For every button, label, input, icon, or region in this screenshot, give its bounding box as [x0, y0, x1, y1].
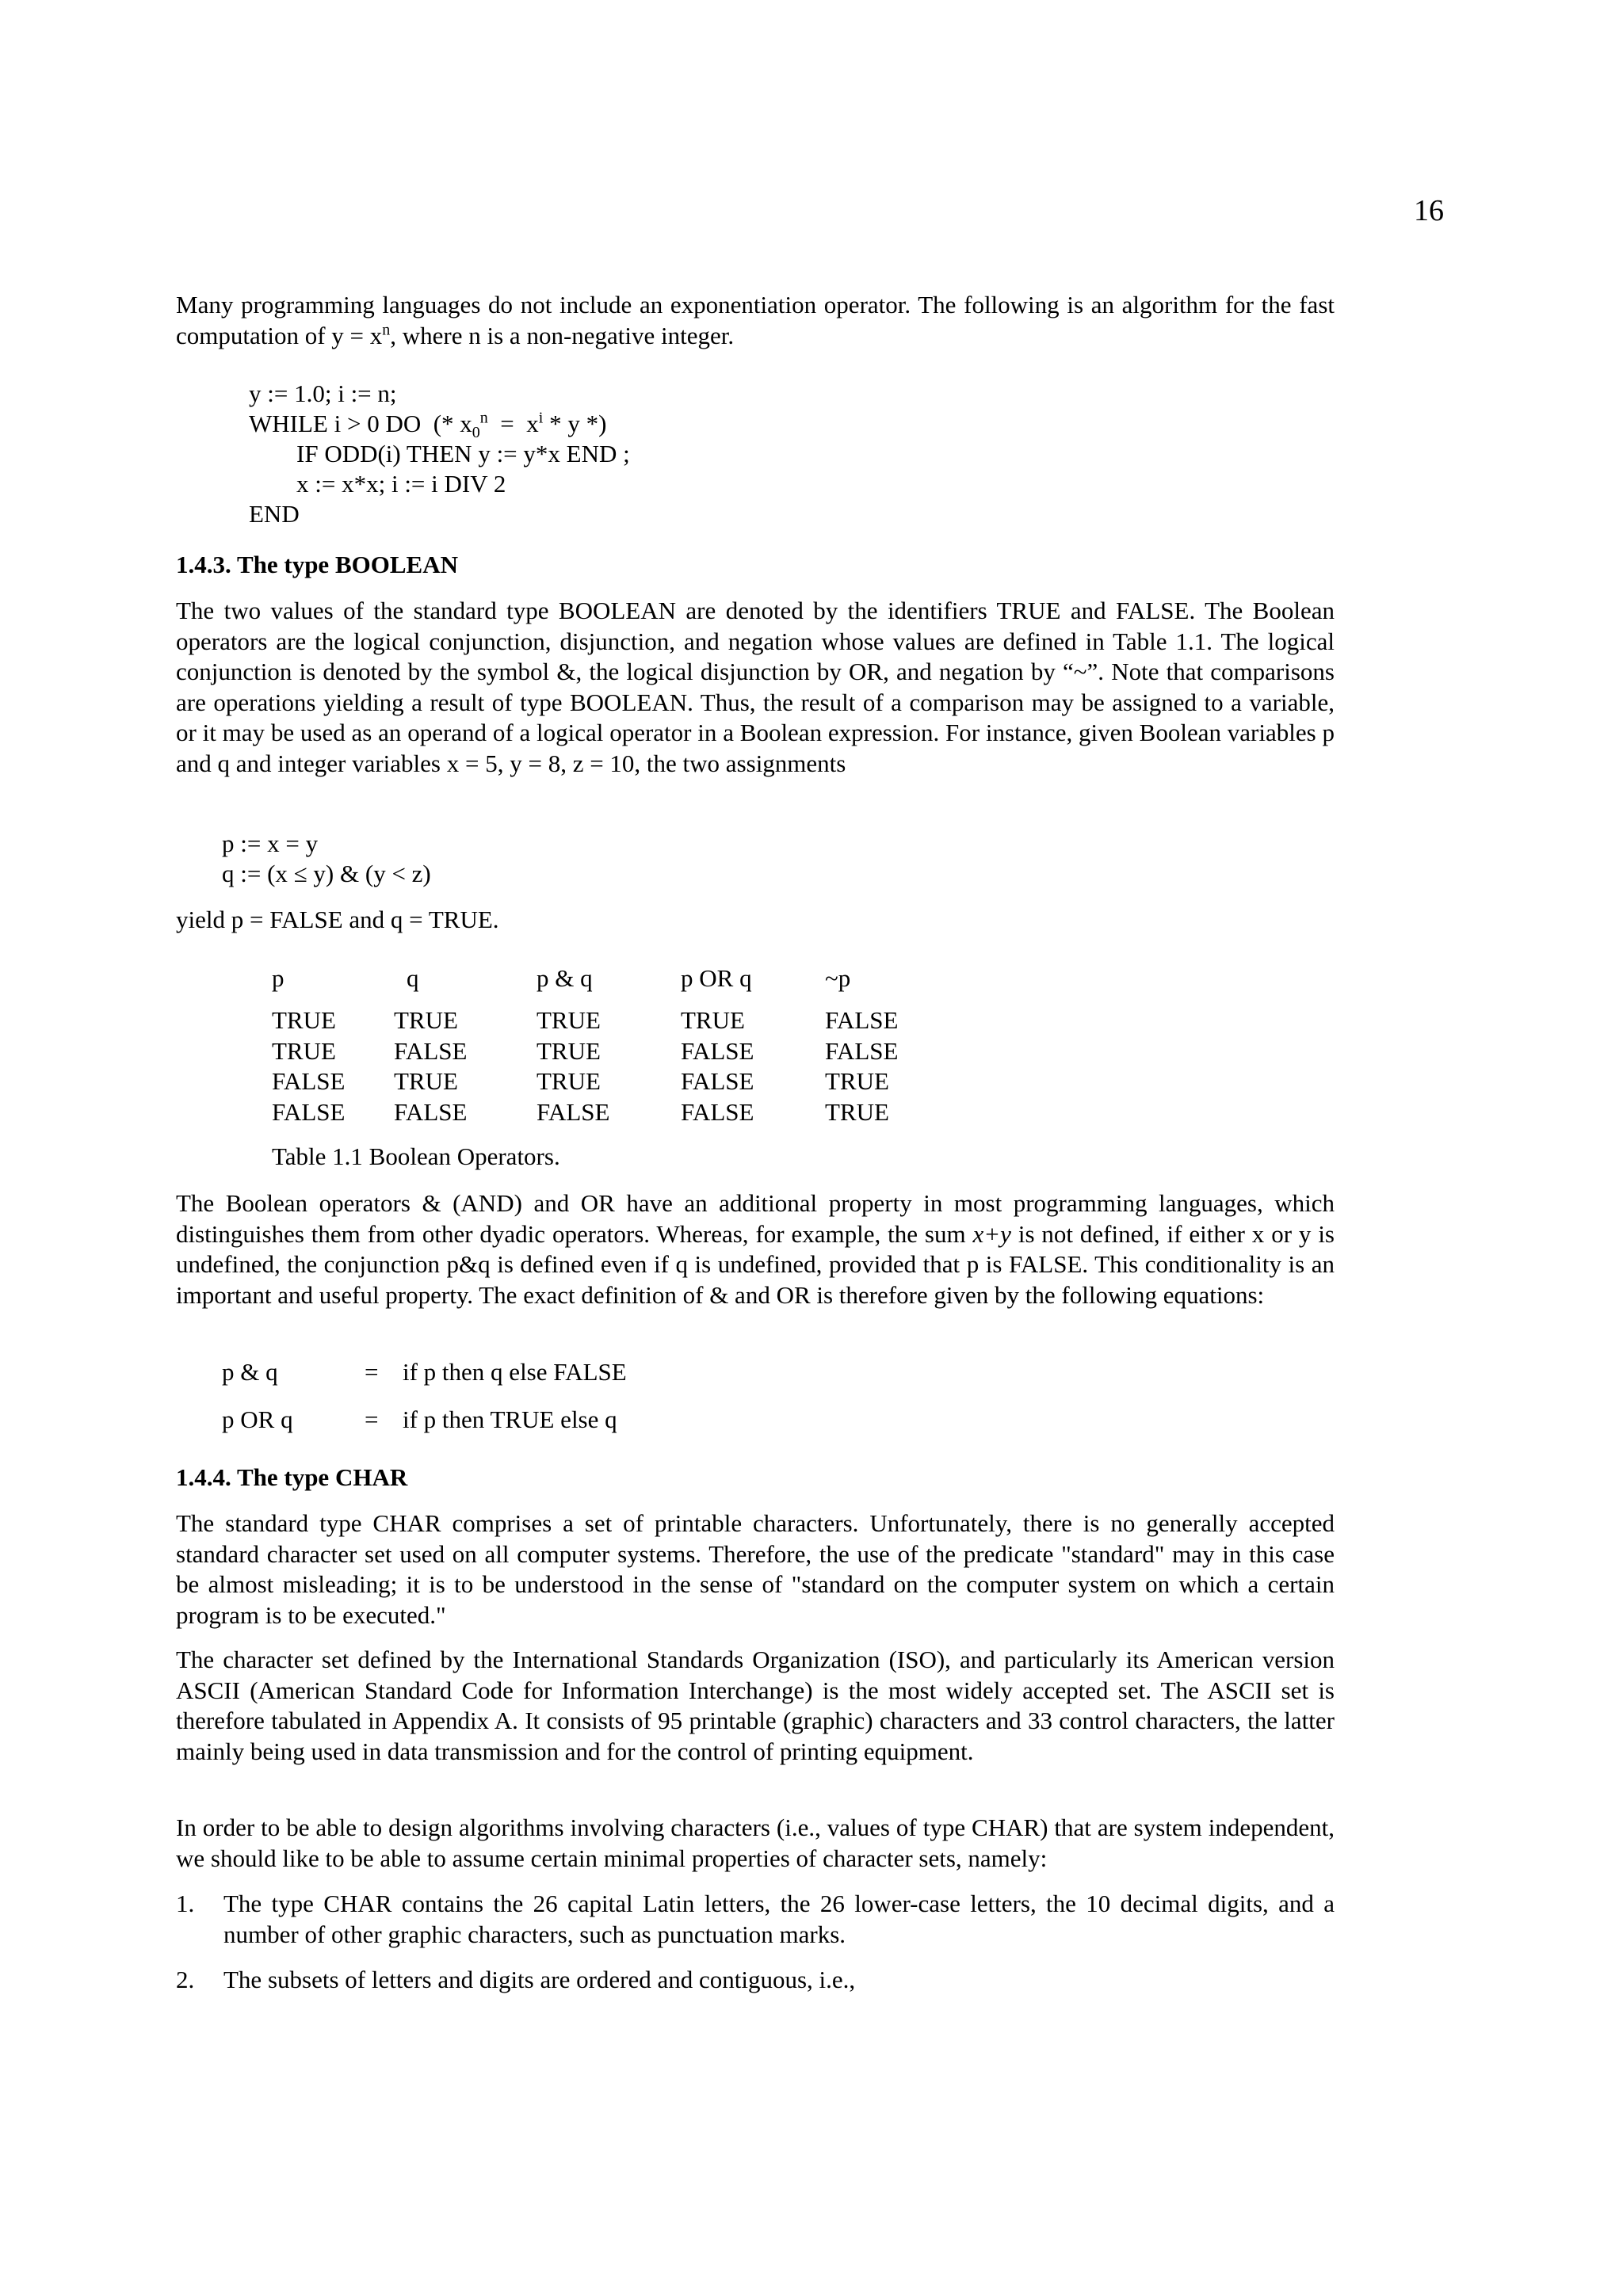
char-paragraph-1: The standard type CHAR comprises a set of printable characters. Unfortunately, there is no generally accepted standard character set used on all computer systems. Therefore, the use of the predicate "standard" may in this case be almost misleading; it is to be understood in the sense of "standard on the computer system on which a certain program is to be executed." — [176, 1509, 1335, 1629]
code-block — [249, 379, 630, 529]
section-heading-boolean: 1.4.3. The type BOOLEAN — [176, 551, 458, 578]
code-line: y := 1.0; i := n; — [249, 379, 397, 407]
page-number: 16 — [1414, 194, 1444, 227]
table-row: FALSE TRUE TRUE FALSE TRUE — [272, 1067, 889, 1095]
table-header-cell: q — [407, 964, 419, 992]
assignment-2: q := (x ≤ y) & (y < z) — [222, 860, 431, 887]
code-line: x := x*x; i := i DIV 2 — [296, 470, 506, 498]
intro-paragraph: Many programming languages do not include an exponentiation operator. The following is an algorithm for the fast computation of $y = x^n$, where n is a non-negative integer. — [176, 291, 1335, 349]
code-line: IF ODD(i) THEN y := y*x END ; — [296, 440, 630, 467]
assignment-result: yield p = FALSE and q = TRUE. — [176, 906, 499, 933]
table-header-cell: p — [272, 964, 285, 992]
table-caption: Table 1.1 Boolean Operators. — [272, 1142, 560, 1170]
assignment-1: p := x = y — [222, 830, 319, 857]
table-row: TRUE TRUE TRUE TRUE FALSE — [272, 1006, 899, 1034]
table-header-cell: ~p — [825, 964, 851, 992]
conditional-paragraph: The Boolean operators & (AND) and OR have an additional property in most programming languages, which distinguishes them from other dyadic operators. Whereas, for example, the sum x+y is not defined, if either x or y is undefined, the conjunction p&q is defined even if q is undefined, provided that p is FALSE. This conditionality is an important and useful property. The exact definition of & and OR is therefore given by the following equations: — [176, 1189, 1335, 1309]
boolean-paragraph: The two values of the standard type BOOLEAN are denoted by the identifiers TRUE and FALSE. The Boolean operators are the logical conjunction, disjunction, and negation whose values are defined in Table 1.1. The logical conjunction is denoted by the symbol &, the logical disjunction by OR, and negation by “~”. Note that comparisons are operations yielding a result of type BOOLEAN. Thus, the result of a comparison may be assigned to a variable, or it may be used as an operand of a logical operator in a Boolean expression. For instance, given Boolean variables p and q and integer variables x = 5, y = 8, z = 10, the two assignments — [176, 597, 1335, 777]
char-paragraph-2: The character set defined by the International Standards Organization (ISO), and particularly its American version ASCII (American Standard Code for Information Interchange) is the most widely accepted set. The ASCII set is therefore tabulated in Appendix A. It consists of 95 printable (graphic) characters and 33 control characters, the latter mainly being used in data transmission and for the control of printing equipment. — [176, 1646, 1335, 1765]
table-header-cell: p & q — [537, 964, 593, 992]
table-header-cell: p OR q — [681, 964, 752, 992]
code-line: WHILE i > 0 DO (* $x_0^n = x^i * y$ *) — [249, 409, 607, 442]
list-item: 1. The type CHAR contains the 26 capital Latin letters, the 26 lower-case letters, the 10 decimal digits, and a number of other graphic characters, such as punctuation marks. — [176, 1890, 1335, 1948]
code-line: END — [249, 500, 300, 528]
table-row: FALSE FALSE FALSE FALSE TRUE — [272, 1097, 889, 1126]
list-item: 2. The subsets of letters and digits are ordered and contiguous, i.e., — [176, 1966, 856, 1993]
boolean-operators-table — [272, 964, 920, 1128]
table-header-row — [272, 964, 920, 1006]
table-row: TRUE FALSE TRUE FALSE FALSE — [272, 1036, 899, 1065]
document-page: 16 Many programming languages do not include an exponentiation operator. The following is an algorithm for the fast computation of $y = x^n$, where n is a non-negative integer. y := 1.0; i := n; WHILE i > 0 DO (* $x_0^n = x^i * y$ *) IF ODD(i) THEN y := y*x END ; x := x*x; i := i DIV 2 END 1.4.3. The type BOOLEAN The two values of the standard type BOOLEAN are denoted by the identifiers TRUE and FALSE. The Boolean operators are the logical conjunction, disjunction, and negation whose values are defined in Table 1.1. The logical conjunction is denoted by the symbol &, the logical disjunction by OR, and negation by “~”. Note that comparisons are operations yielding a result of type BOOLEAN. Thus, the result of a comparison may be assigned to a variable, or it may be used as an operand of a logical operator in a Boolean expression. For instance, given Boolean variables p and q and integer variables x = 5, y = 8, z = 10, the two assignments p := x = y q := (x ≤ y) & (y < z) yield p = FALSE and q = TRUE. p q p & q p OR q ~p TRUE TRUE TRUE TRUE FALSE TRUE FALSE TRUE FALSE FALSE FALSE TRUE TRUE FALSE TRUE FALSE FALSE FALSE FALSE TRUE Table 1.1 Boolean Operators. The Boolean operators & (AND) and OR have an additional property in most programming languages, which distinguishes them from other dyadic operators. Whereas, for example, the sum x+y is not defined, if either x or y is undefined, the conjunction p&q is defined even if q is undefined, provided that p is FALSE. This conditionality is an important and useful property. The exact definition of & and OR is therefore given by the following equations: p & q = if p then q else FALSE p OR q = if p then TRUE else q 1.4.4. The type CHAR The standard type CHAR comprises a set of printable characters. Unfortunately, there is no generally accepted standard character set used on all computer systems. Therefore, the use of the predicate "standard" may in this case be almost misleading; it is to be understood in the sense of "standard on the computer system on which a certain program is to be executed." The character set defined by the International Standards Organization (ISO), and particularly its American version ASCII (American Standard Code for Information Interchange) is the most widely accepted set. The ASCII set is therefore tabulated in Appendix A. It consists of 95 printable (graphic) characters and 33 control characters, the latter mainly being used in data transmission and for the control of printing equipment. In order to be able to design algorithms involving characters (i.e., values of type CHAR) that are system independent, we should like to be able to assume certain minimal properties of character sets, namely: 1. The type CHAR contains the 26 capital Latin letters, the 26 lower-case letters, the 10 decimal digits, and a number of other graphic characters, such as punctuation marks. 2. The subsets of letters and digits are ordered and contiguous, i.e., — [0, 0, 1623, 2296]
char-paragraph-3: In order to be able to design algorithms involving characters (i.e., values of type CHAR) that are system independent, we should like to be able to assume certain minimal properties of character sets, namely: — [176, 1814, 1335, 1872]
section-heading-char: 1.4.4. The type CHAR — [176, 1463, 408, 1491]
